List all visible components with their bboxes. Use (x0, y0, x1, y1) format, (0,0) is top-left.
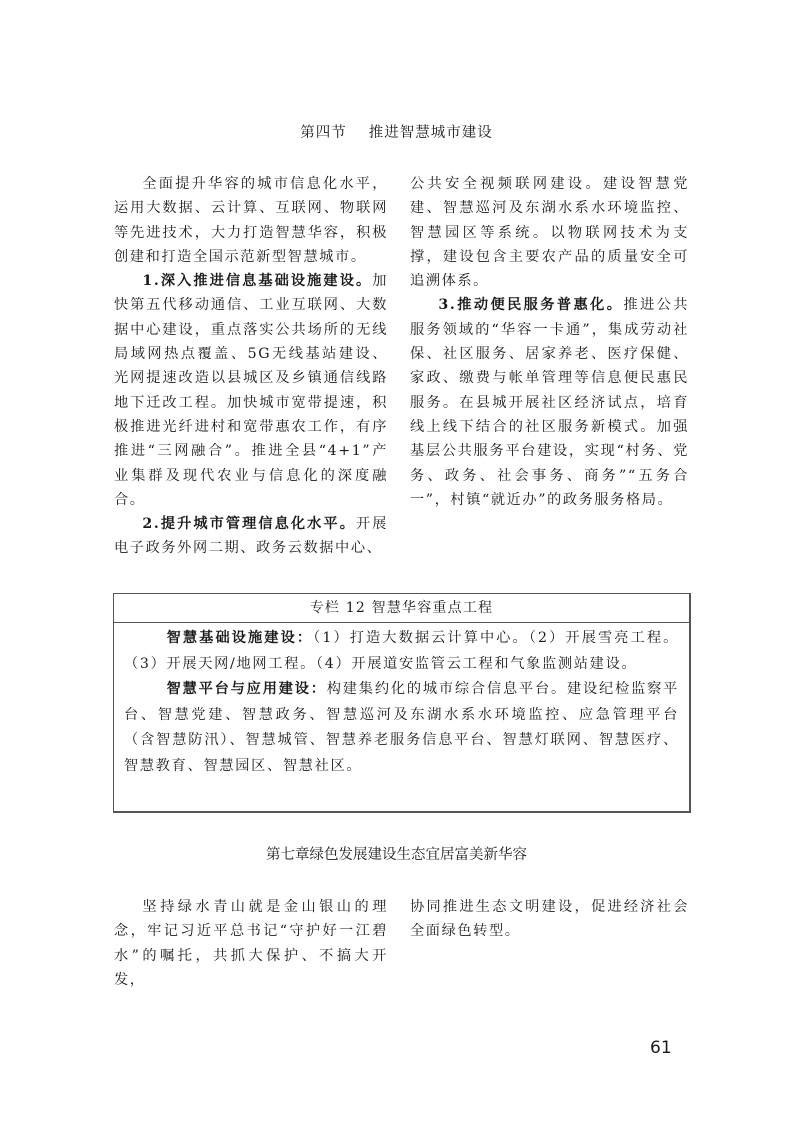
right-column (410, 172, 689, 512)
item-1-body: 加快第五代移动通信、工业互联网、大数据中心建设，重点落实公共场所的无线局域网热点覆盖、5G无线基站建设、光网提速改造以县城区及乡镇通信线路地下迁改工程。加快城市宽带提速，积极推进光纤进村和宽带惠农工作，有序推进“三网融合”。推进全县“4+1”产业集群及现代农业与信息化的深度融合。 (114, 273, 388, 508)
left-column (114, 172, 388, 561)
item-2-continuation: 公共安全视频联网建设。建设智慧党建、智慧巡河及东湖水系水环境监控、智慧园区等系统。以物联网技术为支撑，建设包含主要农产品的质量安全可追溯体系。 (410, 176, 689, 290)
box-entry-heading: 智慧基础设施建设： (166, 630, 314, 646)
chapter-paragraph: 坚持绿水青山就是金山银山的理念，牢记习近平总书记“守护好一江碧水”的嘱托，共抓大保护、不搞大开发， (114, 899, 388, 988)
section-title (0, 121, 793, 142)
chapter-left-column (114, 895, 388, 992)
box-entry-body: 构建集约化的城市综合信息平台。建设纪检监察平台、智慧党建、智慧政务、智慧巡河及东湖水系水环境监控、应急管理平台（含智慧防汛）、智慧城管、智慧养老服务信息平台、智慧灯联网、智慧医疗、智慧教育、智慧园区、智慧社区。 (124, 681, 679, 774)
item-1-paragraph (114, 269, 388, 512)
box-entry (124, 626, 679, 677)
feature-box-body (114, 623, 689, 779)
box-entry-body: （1）打造大数据云计算中心。（2）开展雪亮工程。（3）开展天网/地网工程。（4）开展道安监管云工程和气象监测站建设。 (124, 630, 679, 672)
feature-box (113, 593, 691, 813)
intro-paragraph: 全面提升华容的城市信息化水平，运用大数据、云计算、互联网、物联网等先进技术，大力打造智慧华容，积极创建和打造全国示范新型智慧城市。 (114, 176, 388, 265)
chapter-paragraph-continuation: 协同推进生态文明建设，促进经济社会全面绿色转型。 (410, 899, 689, 940)
feature-box-title: 专栏 12 智慧华容重点工程 (114, 594, 689, 623)
item-2-paragraph (114, 512, 388, 561)
chapter-title: 第七章绿色发展建设生态宜居富美新华容 (266, 847, 527, 863)
box-entry-heading: 智慧平台与应用建设： (166, 681, 327, 697)
item-3-body: 推进公共服务领域的“华容一卡通”，集成劳动社保、社区服务、居家养老、医疗保健、家政、缴费与帐单管理等信息便民惠民服务。在县城开展社区经济试点，培育线上线下结合的社区服务新模式。加强基层公共服务平台建设，实现“村务、党务、政务、社会事务、商务”“五务合一”，村镇“就近办”的政务服务格局。 (410, 297, 690, 508)
page-number: 61 (650, 1038, 672, 1058)
box-entry (124, 677, 679, 779)
section-number: 第四节 (300, 125, 347, 141)
item-2-heading: 2.提升城市管理信息化水平。 (142, 516, 356, 533)
item-3-paragraph (410, 293, 689, 512)
item-3-heading: 3.推动便民服务普惠化。 (438, 297, 624, 314)
item-2-body: 开展电子政务外网二期、政务云数据中心、 (114, 516, 388, 557)
item-1-heading: 1.深入推进信息基础设施建设。 (142, 273, 373, 290)
chapter-right-column (410, 895, 689, 944)
section-heading: 推进智慧城市建设 (368, 125, 493, 141)
